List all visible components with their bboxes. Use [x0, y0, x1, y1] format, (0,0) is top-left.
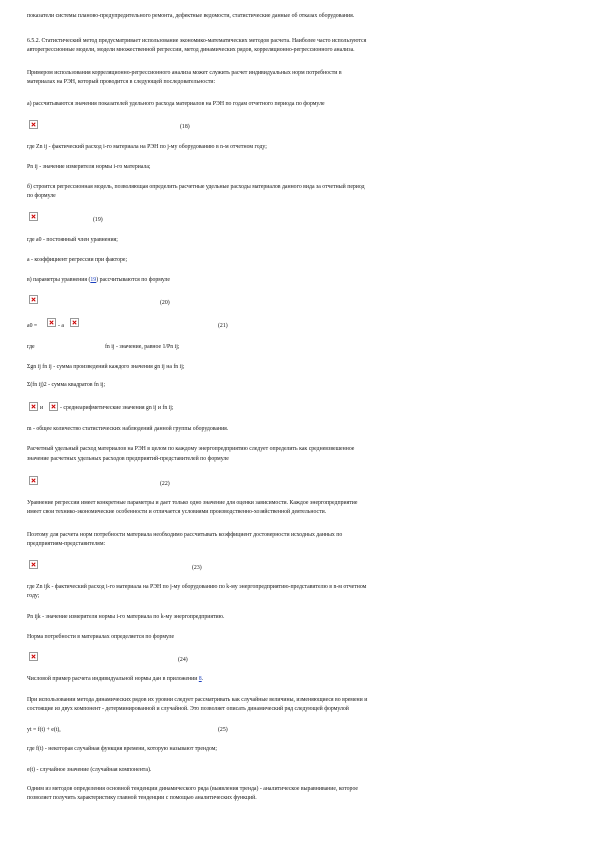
- paragraph-intro: показатели системы планово-предупредительного ремонта, дефектные ведомости, статистические данные об отказах оборудования.: [27, 13, 355, 19]
- definition-pnk: Pn ijk - значение измерителя нормы i-го материала по k-му энергопредприятию.: [27, 614, 225, 620]
- formula-21-left: a0 =: [27, 323, 38, 329]
- paragraph-6-5-2-line2: авторегрессионные модели, модели множественной регрессии, метод динамических рядов, корреляционно-регрессионного анализа.: [27, 47, 355, 53]
- example-reference-suffix: .: [201, 676, 204, 682]
- and-word: и: [40, 405, 44, 411]
- step-c-suffix: ) рассчитываются по формуле: [96, 277, 170, 283]
- formula-18-image: [29, 120, 38, 129]
- paragraph-regression-line1: Уравнение регрессии имеет конкретные параметры и дает только одно значение для оценки зависимости. Каждое энергопредприятие: [27, 500, 358, 506]
- step-b-line1: б) строится регрессионная модель, позволяющая определить расчетные удельные расходы материалов данного вида за отчетный период: [27, 184, 365, 190]
- example-reference: [27, 675, 568, 684]
- definition-znk-line2: году;: [27, 593, 40, 599]
- formula-21-mid: - a: [58, 323, 64, 329]
- definition-m: m - общее количество статистических наблюдений данной группы оборудования.: [27, 426, 229, 432]
- paragraph-dynamic-line1: При использовании метода динамических рядов их уровни следует рассматривать как случайные величины, изменяющиеся во времени и: [27, 697, 368, 703]
- formula-24-image: [29, 652, 38, 661]
- formula-22-image: [29, 476, 38, 485]
- paragraph-example-line1: Примером использования корреляционно-регрессионного анализа может служить расчет индивидуальных норм потребности в: [27, 70, 342, 76]
- equation-number-25: (25): [218, 727, 228, 733]
- paragraph-dynamic-line2: состоящие из двух компонент - детерминированной и случайной. Это позволяет описать динамический ряд следующей формулой: [27, 706, 349, 712]
- step-c-text: [27, 276, 568, 285]
- formula-21-image-1: [47, 318, 56, 327]
- paragraph-example-line2: материалах на РЭН, который проводится в следующей последовательности:: [27, 79, 216, 85]
- paragraph-6-5-2-line1: 6.5.2. Статистический метод предусматривает использование экономико-математических методов расчета. Наиболее часто используются: [27, 38, 367, 44]
- definition-sum-products: Σgn ij fn ij - сумма произведений каждого значения gn ij на fn ij;: [27, 364, 185, 370]
- norm-formula-intro: Норма потребности в материалах определяется по формуле: [27, 634, 175, 640]
- definition-pn: Pn ij - значение измерителя нормы i-го материала;: [27, 164, 151, 170]
- paragraph-reliability-line1: Поэтому для расчета норм потребности материала необходимо рассчитывать коэффициент достоверности исходных данных по: [27, 532, 343, 538]
- definition-means: - среднеарифметические значения gn ij и fn ij;: [60, 405, 174, 411]
- definition-fn: fn ij - значение, равное 1/Pn ij;: [105, 344, 180, 350]
- definition-zn: где Zn ij - фактический расход i-го материала на РЭН по j-му оборудованию в n-м отчетном году;: [27, 144, 267, 150]
- definition-trend: где f(t) - некоторая случайная функция времени, которую называют трендом;: [27, 746, 218, 752]
- equation-number-19: (19): [93, 217, 103, 223]
- equation-number-20: (20): [160, 300, 170, 306]
- equation-number-23: (23): [192, 565, 202, 571]
- paragraph-analytic-line1: Одним из методов определения основной тенденции динамического ряда (выявления тренда) - аналитическое выравнивание, которое: [27, 786, 359, 792]
- formula-19-image: [29, 212, 38, 221]
- step-c-prefix: в) параметры уравнения (: [27, 277, 91, 283]
- step-a-text: а) рассчитываются значения показателей удельного расхода материалов на РЭН по годам отчетного периода по формуле: [27, 101, 325, 107]
- definition-a0: где a0 - постоянный член уравнения;: [27, 237, 118, 243]
- mean-f-image: [49, 402, 58, 411]
- paragraph-reliability-line2: предприятиям-представителям:: [27, 541, 106, 547]
- mean-g-image: [29, 402, 38, 411]
- definition-random: e(t) - случайное значение (случайная компонента).: [27, 767, 152, 773]
- formula-20-image: [29, 295, 38, 304]
- step-b-line2: по формуле: [27, 193, 56, 199]
- paragraph-analytic-line2: позволяет получить характеристику главной тенденции с помощью аналитических функций.: [27, 795, 257, 801]
- formula-23-image: [29, 560, 38, 569]
- example-reference-prefix: Числовой пример расчета индивидуальной нормы дан в приложении: [27, 676, 199, 682]
- equation-number-21: (21): [218, 323, 228, 329]
- equation-19-link[interactable]: 19: [90, 277, 97, 283]
- definition-a: a - коэффициент регрессии при факторе;: [27, 257, 128, 263]
- definition-znk-line1: где Zn ijk - фактический расход i-го материала на РЭН по j-му оборудованию по k-му энергопредприятию-представителю в n-м отчетном: [27, 584, 367, 590]
- paragraph-weighted-line2: значение расчетных удельных расходов предприятий-представителей по формуле: [27, 456, 229, 462]
- where-label: где: [27, 344, 35, 350]
- definition-sum-squares: Σ(fn ij)2 - сумма квадратов fn ij;: [27, 382, 106, 388]
- equation-number-22: (22): [160, 481, 170, 487]
- formula-21-image-2: [70, 318, 79, 327]
- paragraph-weighted-line1: Расчетный удельный расход материалов на РЭН в целом по каждому энергопредприятию следует определить как средневзвешенное: [27, 446, 355, 452]
- equation-number-24: (24): [178, 657, 188, 663]
- equation-number-18: (18): [180, 124, 190, 130]
- paragraph-regression-line2: имеет свои технико-экономические особенности и отличается условиями производственно-хозяйственной деятельности.: [27, 509, 327, 515]
- formula-25-text: yt = f(t) + e(t),: [27, 727, 61, 733]
- appendix-8-link[interactable]: 8: [198, 676, 202, 682]
